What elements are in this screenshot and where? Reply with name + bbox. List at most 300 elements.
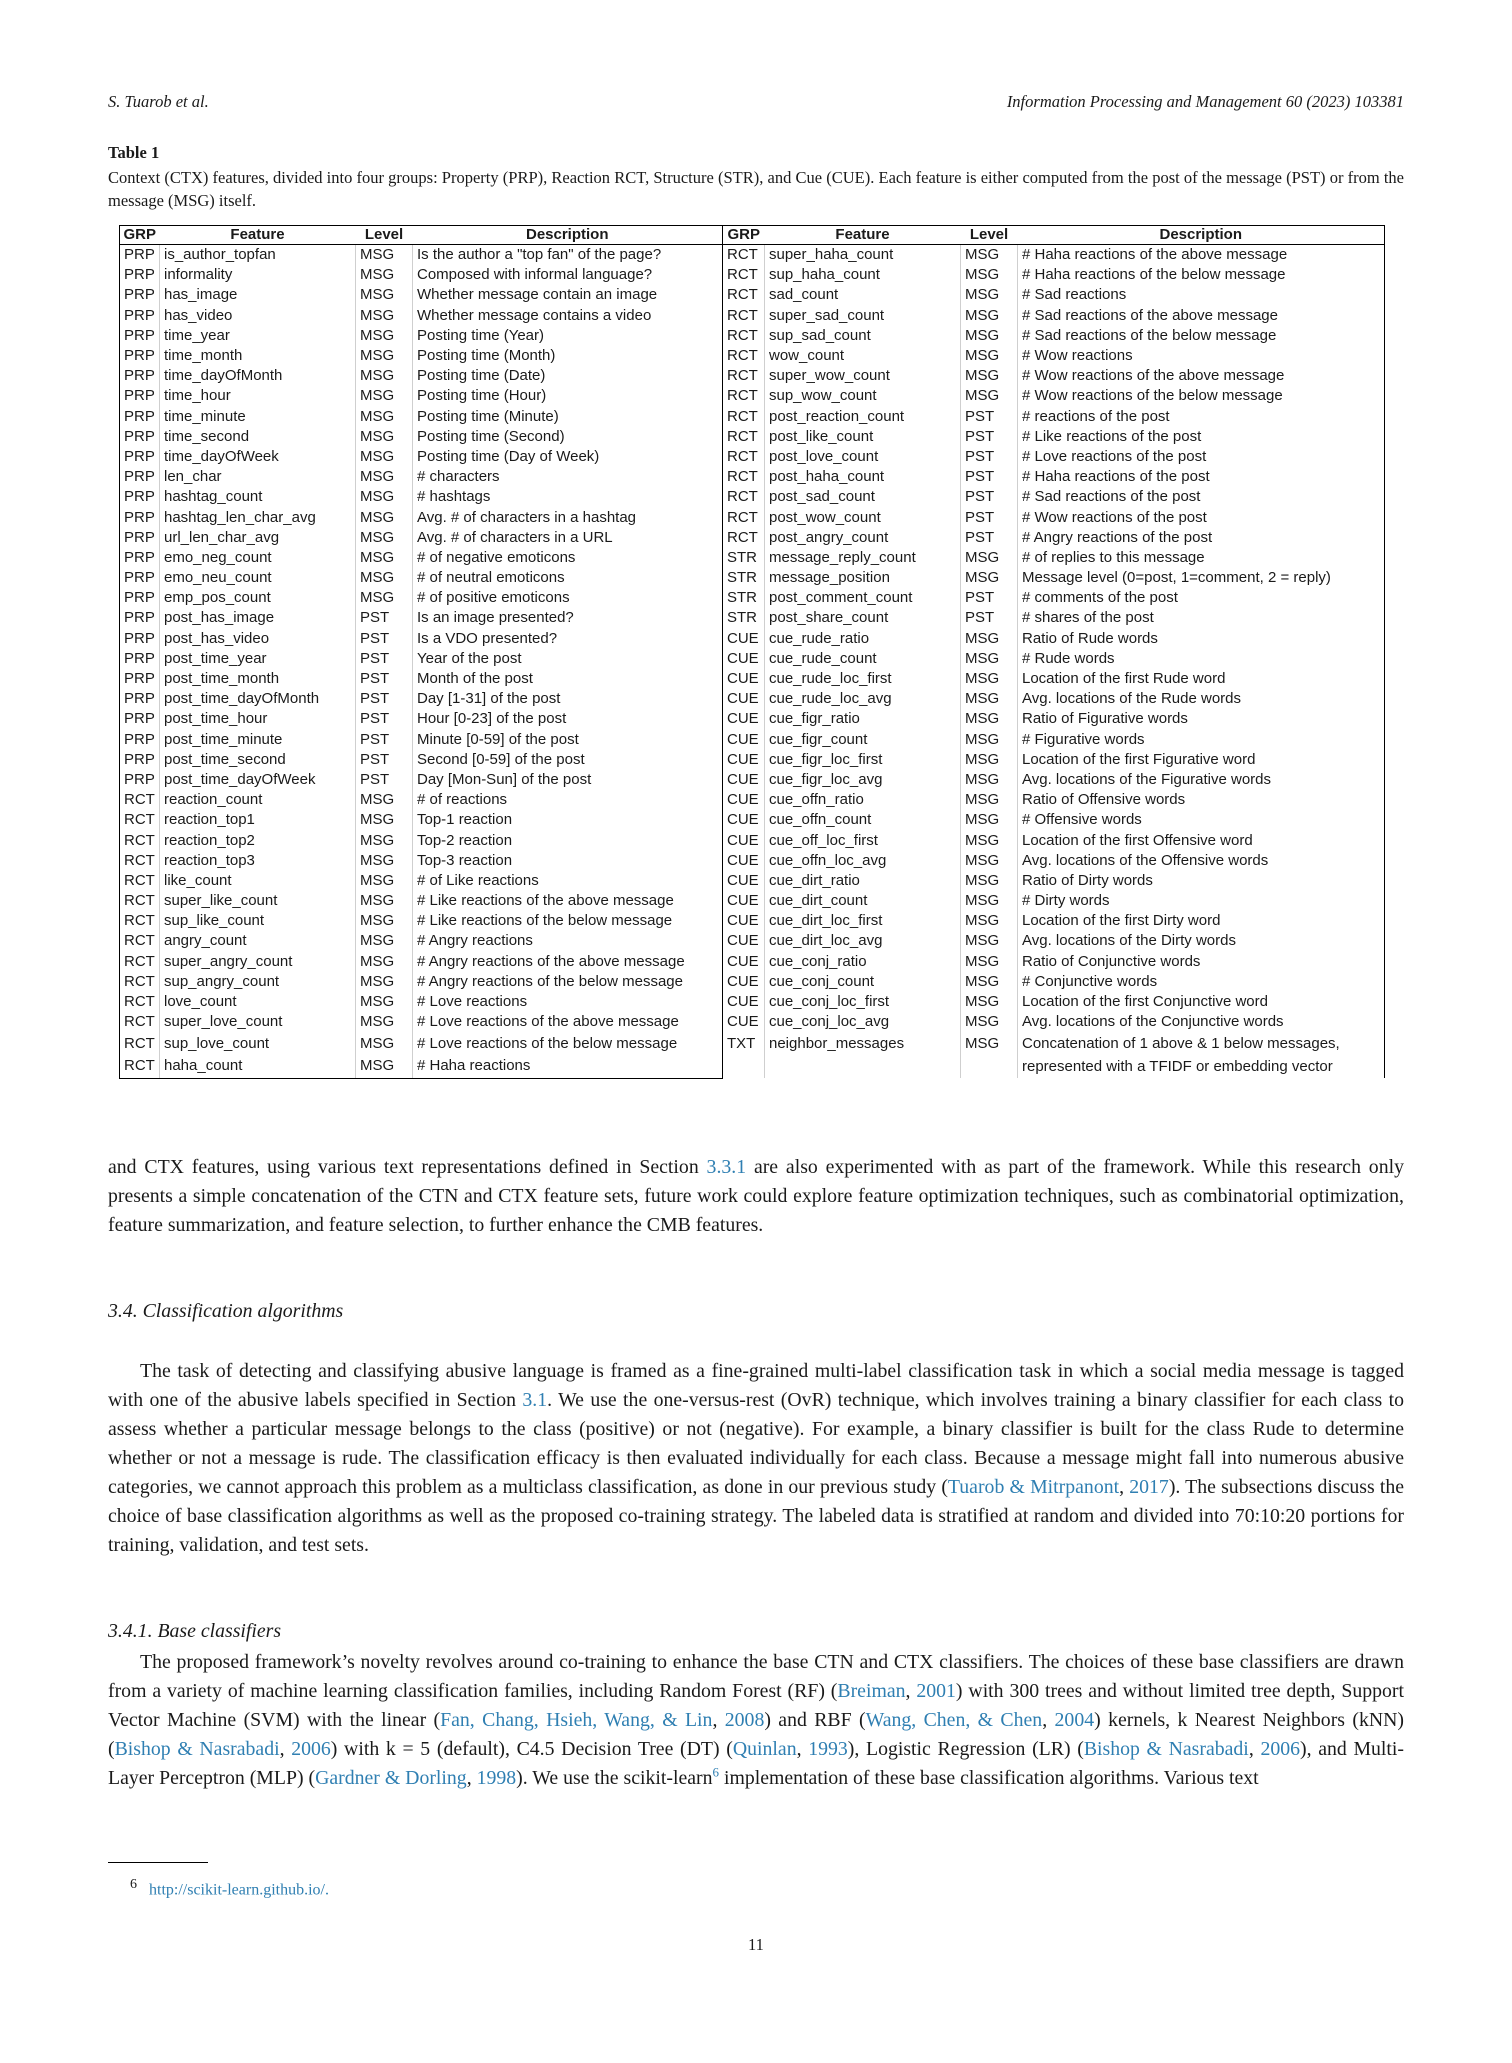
column-header: Feature xyxy=(765,226,961,245)
description-cell: Composed with informal language? xyxy=(413,265,723,285)
grp-cell: RCT xyxy=(120,891,160,911)
footnote-marker[interactable]: 6 xyxy=(712,1764,719,1780)
description-cell: # reactions of the post xyxy=(1018,407,1385,427)
level-cell: PST xyxy=(961,427,1018,447)
grp-cell: PRP xyxy=(120,669,160,689)
level-cell: MSG xyxy=(356,568,413,588)
grp-cell: CUE xyxy=(723,709,765,729)
grp-cell: RCT xyxy=(120,851,160,871)
table-label: Table 1 xyxy=(108,143,160,162)
grp-cell: RCT xyxy=(723,265,765,285)
feature-cell: cue_dirt_loc_first xyxy=(765,911,961,931)
grp-cell: STR xyxy=(723,588,765,608)
grp-cell: PRP xyxy=(120,548,160,568)
grp-cell: RCT xyxy=(120,1055,160,1078)
feature-cell: haha_count xyxy=(160,1055,356,1078)
feature-cell: cue_conj_ratio xyxy=(765,952,961,972)
description-cell: # of neutral emoticons xyxy=(413,568,723,588)
description-cell: Month of the post xyxy=(413,669,723,689)
description-cell: # Sad reactions xyxy=(1018,285,1385,305)
grp-cell: PRP xyxy=(120,326,160,346)
grp-cell: PRP xyxy=(120,770,160,790)
level-cell: PST xyxy=(356,730,413,750)
feature-cell: post_reaction_count xyxy=(765,407,961,427)
table-row xyxy=(120,689,1385,709)
grp-cell: RCT xyxy=(723,528,765,548)
grp-cell: RCT xyxy=(120,931,160,951)
feature-cell: cue_dirt_loc_avg xyxy=(765,931,961,951)
level-cell: PST xyxy=(356,629,413,649)
grp-cell: CUE xyxy=(723,1012,765,1032)
level-cell: MSG xyxy=(356,407,413,427)
feature-cell: post_comment_count xyxy=(765,588,961,608)
table-row xyxy=(120,790,1385,810)
description-cell: Location of the first Figurative word xyxy=(1018,750,1385,770)
level-cell: MSG xyxy=(356,931,413,951)
level-cell: MSG xyxy=(961,346,1018,366)
column-header: Description xyxy=(1018,226,1385,245)
table-row xyxy=(120,568,1385,588)
level-cell: MSG xyxy=(356,952,413,972)
grp-cell: CUE xyxy=(723,629,765,649)
feature-cell: post_haha_count xyxy=(765,467,961,487)
citation-link[interactable]: Fan, Chang, Hsieh, Wang, & Lin xyxy=(440,1709,713,1731)
table-row xyxy=(120,366,1385,386)
table-row xyxy=(120,326,1385,346)
level-cell: PST xyxy=(961,467,1018,487)
description-cell: Avg. # of characters in a hashtag xyxy=(413,507,723,527)
column-header: Level xyxy=(961,226,1018,245)
grp-cell: CUE xyxy=(723,931,765,951)
feature-cell: cue_dirt_count xyxy=(765,891,961,911)
table-row xyxy=(120,507,1385,527)
feature-table-container xyxy=(119,225,1384,1079)
citation-link[interactable]: Breiman xyxy=(837,1680,906,1702)
level-cell: MSG xyxy=(961,931,1018,951)
grp-cell: CUE xyxy=(723,992,765,1012)
table-row xyxy=(120,810,1385,830)
level-cell: PST xyxy=(356,669,413,689)
description-cell: # Wow reactions of the below message xyxy=(1018,386,1385,406)
description-cell: # Angry reactions of the above message xyxy=(413,952,723,972)
feature-cell: angry_count xyxy=(160,931,356,951)
description-cell: # Wow reactions of the above message xyxy=(1018,366,1385,386)
grp-cell: PRP xyxy=(120,306,160,326)
grp-cell: CUE xyxy=(723,649,765,669)
grp-cell: PRP xyxy=(120,750,160,770)
description-cell: Day [Mon-Sun] of the post xyxy=(413,770,723,790)
description-cell: # of negative emoticons xyxy=(413,548,723,568)
description-cell: # Conjunctive words xyxy=(1018,972,1385,992)
level-cell: MSG xyxy=(356,285,413,305)
table-row xyxy=(120,871,1385,891)
table-row xyxy=(120,487,1385,507)
grp-cell: CUE xyxy=(723,851,765,871)
feature-cell: cue_rude_loc_avg xyxy=(765,689,961,709)
level-cell: MSG xyxy=(356,245,413,266)
level-cell: MSG xyxy=(356,427,413,447)
grp-cell: PRP xyxy=(120,709,160,729)
description-cell: # Angry reactions xyxy=(413,931,723,951)
grp-cell: RCT xyxy=(723,467,765,487)
feature-cell: cue_figr_count xyxy=(765,730,961,750)
description-cell: # Angry reactions of the below message xyxy=(413,972,723,992)
feature-cell: cue_figr_loc_avg xyxy=(765,770,961,790)
description-cell: Is an image presented? xyxy=(413,608,723,628)
table-row xyxy=(120,891,1385,911)
table-caption: Context (CTX) features, divided into four groups: Property (PRP), Reaction RCT, Structure (STR), and Cue (CUE). Each feature is either computed from the post of the message (PST) or from the message (MSG) itself. xyxy=(108,168,1404,210)
citation-link[interactable]: Wang, Chen, & Chen xyxy=(865,1709,1043,1731)
grp-cell: PRP xyxy=(120,629,160,649)
grp-cell: RCT xyxy=(723,285,765,305)
level-cell: MSG xyxy=(356,1055,413,1078)
paragraph-cmb-features xyxy=(108,1153,1404,1240)
level-cell: MSG xyxy=(961,992,1018,1012)
citation-link[interactable]: Gardner & Dorling xyxy=(315,1767,467,1789)
level-cell: PST xyxy=(961,528,1018,548)
grp-cell: RCT xyxy=(120,972,160,992)
grp-cell: RCT xyxy=(723,306,765,326)
level-cell: MSG xyxy=(356,588,413,608)
grp-cell: RCT xyxy=(120,871,160,891)
feature-cell: informality xyxy=(160,265,356,285)
description-cell: Is the author a "top fan" of the page? xyxy=(413,245,723,266)
feature-cell: sup_love_count xyxy=(160,1032,356,1055)
feature-cell: cue_offn_ratio xyxy=(765,790,961,810)
grp-cell: PRP xyxy=(120,346,160,366)
grp-cell: RCT xyxy=(120,911,160,931)
column-header: Level xyxy=(356,226,413,245)
citation-link[interactable]: 2017 xyxy=(1129,1476,1169,1498)
feature-cell: post_time_dayOfWeek xyxy=(160,770,356,790)
grp-cell: RCT xyxy=(120,952,160,972)
description-cell: Avg. locations of the Figurative words xyxy=(1018,770,1385,790)
table-row xyxy=(120,386,1385,406)
level-cell: MSG xyxy=(356,306,413,326)
level-cell: MSG xyxy=(961,952,1018,972)
citation-link[interactable]: 2001 xyxy=(916,1680,956,1702)
level-cell: MSG xyxy=(961,750,1018,770)
description-cell: # Haha reactions xyxy=(413,1055,723,1078)
feature-cell: has_video xyxy=(160,306,356,326)
level-cell: MSG xyxy=(961,306,1018,326)
grp-cell: PRP xyxy=(120,467,160,487)
level-cell: MSG xyxy=(961,669,1018,689)
level-cell: PST xyxy=(356,750,413,770)
level-cell: MSG xyxy=(356,528,413,548)
description-cell: # Haha reactions of the post xyxy=(1018,467,1385,487)
description-cell: # Dirty words xyxy=(1018,891,1385,911)
description-cell: Avg. locations of the Dirty words xyxy=(1018,931,1385,951)
description-cell: Top-3 reaction xyxy=(413,851,723,871)
description-cell: # of positive emoticons xyxy=(413,588,723,608)
description-cell: # shares of the post xyxy=(1018,608,1385,628)
table-row xyxy=(120,992,1385,1012)
feature-cell: post_time_second xyxy=(160,750,356,770)
description-cell: Concatenation of 1 above & 1 below messages, represented with a TFIDF or embedding vector xyxy=(1018,1032,1385,1078)
citation-link[interactable]: 3.3.1 xyxy=(706,1156,747,1178)
description-cell: Avg. # of characters in a URL xyxy=(413,528,723,548)
description-cell: # of replies to this message xyxy=(1018,548,1385,568)
level-cell: MSG xyxy=(961,689,1018,709)
grp-cell: RCT xyxy=(723,245,765,266)
level-cell: MSG xyxy=(356,346,413,366)
grp-cell: CUE xyxy=(723,810,765,830)
citation-link[interactable]: Bishop & Nasrabadi xyxy=(1083,1738,1249,1760)
description-cell: Ratio of Rude words xyxy=(1018,629,1385,649)
grp-cell: CUE xyxy=(723,972,765,992)
grp-cell: PRP xyxy=(120,366,160,386)
table-row xyxy=(120,770,1385,790)
grp-cell: STR xyxy=(723,548,765,568)
description-cell: Second [0-59] of the post xyxy=(413,750,723,770)
grp-cell: RCT xyxy=(723,346,765,366)
grp-cell: PRP xyxy=(120,407,160,427)
description-cell: Whether message contains a video xyxy=(413,306,723,326)
level-cell: MSG xyxy=(961,911,1018,931)
description-cell: Hour [0-23] of the post xyxy=(413,709,723,729)
table-row xyxy=(120,528,1385,548)
citation-link[interactable]: 1993 xyxy=(808,1738,848,1760)
description-cell: # hashtags xyxy=(413,487,723,507)
feature-cell: post_time_year xyxy=(160,649,356,669)
grp-cell: RCT xyxy=(723,427,765,447)
feature-cell: post_time_month xyxy=(160,669,356,689)
feature-cell: cue_figr_ratio xyxy=(765,709,961,729)
citation-link[interactable]: 2006 xyxy=(291,1738,331,1760)
description-cell: Ratio of Dirty words xyxy=(1018,871,1385,891)
feature-cell: len_char xyxy=(160,467,356,487)
context-features-table xyxy=(119,225,1385,1079)
level-cell: MSG xyxy=(356,507,413,527)
table-row xyxy=(120,608,1385,628)
column-header: GRP xyxy=(723,226,765,245)
grp-cell: TXT xyxy=(723,1032,765,1078)
feature-cell: cue_rude_count xyxy=(765,649,961,669)
description-cell: # Love reactions of the below message xyxy=(413,1032,723,1055)
level-cell: MSG xyxy=(356,851,413,871)
feature-cell: post_time_minute xyxy=(160,730,356,750)
description-cell: Ratio of Offensive words xyxy=(1018,790,1385,810)
grp-cell: RCT xyxy=(120,810,160,830)
description-cell: Posting time (Minute) xyxy=(413,407,723,427)
level-cell: MSG xyxy=(961,265,1018,285)
description-cell: # Like reactions of the below message xyxy=(413,911,723,931)
description-cell: Avg. locations of the Conjunctive words xyxy=(1018,1012,1385,1032)
table-row xyxy=(120,427,1385,447)
feature-cell: post_like_count xyxy=(765,427,961,447)
subsection-heading: 3.4.1. Base classifiers xyxy=(108,1620,282,1642)
table-row xyxy=(120,588,1385,608)
feature-cell: message_position xyxy=(765,568,961,588)
level-cell: PST xyxy=(961,447,1018,467)
table-body xyxy=(120,245,1385,1079)
level-cell: MSG xyxy=(961,285,1018,305)
level-cell: MSG xyxy=(961,871,1018,891)
level-cell: PST xyxy=(356,770,413,790)
feature-cell: time_hour xyxy=(160,386,356,406)
table-row xyxy=(120,750,1385,770)
description-cell: Day [1-31] of the post xyxy=(413,689,723,709)
grp-cell: RCT xyxy=(723,447,765,467)
table-row xyxy=(120,548,1385,568)
description-cell: # Love reactions of the post xyxy=(1018,447,1385,467)
feature-cell: time_dayOfWeek xyxy=(160,447,356,467)
grp-cell: CUE xyxy=(723,911,765,931)
level-cell: MSG xyxy=(961,891,1018,911)
page-number: 11 xyxy=(748,1935,764,1954)
description-cell: Year of the post xyxy=(413,649,723,669)
text-run: and CTX features, using various text representations defined in Section 3.3.1 are also experimented with as part of the framework. While this research only presents a simple concatenation of the CTN and CTX feature sets, future work could explore feature optimization techniques, such as combinatorial optimization, feature summarization, and feature selection, to further enhance the CMB features. xyxy=(108,1156,1404,1236)
running-head-authors: S. Tuarob et al. xyxy=(108,92,209,111)
level-cell: MSG xyxy=(356,487,413,507)
grp-cell: STR xyxy=(723,568,765,588)
level-cell: MSG xyxy=(356,830,413,850)
footnote xyxy=(130,1877,329,1899)
level-cell: MSG xyxy=(356,911,413,931)
description-cell: Top-2 reaction xyxy=(413,830,723,850)
text-run: The task of detecting and classifying abusive language is framed as a fine-grained multi-label classification task in which a social media message is tagged with one of the abusive labels specified in Section 3.1. We use the one-versus-rest (OvR) technique, which involves training a binary classifier for each class to assess whether a particular message belongs to the class (positive) or not (negative). For example, a binary classifier is built for the class Rude to determine whether or not a message is rude. The classification efficacy is then evaluated individually for each class. Because a message might fall into numerous abusive categories, we cannot approach this problem as a multiclass classification, as done in our previous study (Tuarob & Mitrpanont, 2017). The subsections discuss the choice of base classification algorithms as well as the proposed co-training strategy. The labeled data is stratified at random and divided into 70:10:20 portions for training, validation, and test sets. xyxy=(108,1360,1405,1556)
level-cell: MSG xyxy=(961,851,1018,871)
grp-cell: CUE xyxy=(723,790,765,810)
level-cell: PST xyxy=(961,608,1018,628)
description-cell: # Haha reactions of the above message xyxy=(1018,245,1385,266)
feature-cell: post_share_count xyxy=(765,608,961,628)
level-cell: MSG xyxy=(356,992,413,1012)
description-cell: Avg. locations of the Rude words xyxy=(1018,689,1385,709)
feature-cell: super_wow_count xyxy=(765,366,961,386)
feature-cell: wow_count xyxy=(765,346,961,366)
table-row xyxy=(120,730,1385,750)
level-cell: MSG xyxy=(961,709,1018,729)
level-cell: MSG xyxy=(961,548,1018,568)
table-row xyxy=(120,911,1385,931)
feature-cell: emo_neu_count xyxy=(160,568,356,588)
feature-cell: sup_sad_count xyxy=(765,326,961,346)
grp-cell: PRP xyxy=(120,608,160,628)
feature-cell: cue_conj_loc_avg xyxy=(765,1012,961,1032)
feature-cell: post_time_hour xyxy=(160,709,356,729)
citation-link[interactable]: 2008 xyxy=(724,1709,765,1731)
feature-cell: post_love_count xyxy=(765,447,961,467)
table-row xyxy=(120,669,1385,689)
citation-link[interactable]: Bishop & Nasrabadi xyxy=(114,1738,280,1760)
table-row xyxy=(120,972,1385,992)
description-cell: Location of the first Rude word xyxy=(1018,669,1385,689)
level-cell: MSG xyxy=(356,891,413,911)
grp-cell: RCT xyxy=(120,992,160,1012)
description-cell: # Angry reactions of the post xyxy=(1018,528,1385,548)
table-row xyxy=(120,285,1385,305)
grp-cell: RCT xyxy=(120,790,160,810)
feature-cell: reaction_count xyxy=(160,790,356,810)
description-cell: # characters xyxy=(413,467,723,487)
level-cell: MSG xyxy=(961,649,1018,669)
grp-cell: PRP xyxy=(120,649,160,669)
grp-cell: CUE xyxy=(723,669,765,689)
description-cell: Whether message contain an image xyxy=(413,285,723,305)
description-cell: Avg. locations of the Offensive words xyxy=(1018,851,1385,871)
feature-cell: sup_angry_count xyxy=(160,972,356,992)
description-cell: Ratio of Figurative words xyxy=(1018,709,1385,729)
grp-cell: PRP xyxy=(120,588,160,608)
footnote-link[interactable]: http://scikit-learn.github.io/. xyxy=(149,1881,329,1899)
description-cell: Location of the first Offensive word xyxy=(1018,830,1385,850)
table-row xyxy=(120,407,1385,427)
grp-cell: CUE xyxy=(723,750,765,770)
feature-cell: reaction_top2 xyxy=(160,830,356,850)
level-cell: MSG xyxy=(961,730,1018,750)
running-head-journal: Information Processing and Management 60 (2023) 103381 xyxy=(1006,92,1404,111)
feature-cell: message_reply_count xyxy=(765,548,961,568)
description-cell: # of reactions xyxy=(413,790,723,810)
description-cell: # Sad reactions of the above message xyxy=(1018,306,1385,326)
level-cell: MSG xyxy=(356,1032,413,1055)
level-cell: MSG xyxy=(961,1012,1018,1032)
description-cell: Is a VDO presented? xyxy=(413,629,723,649)
description-cell: # Figurative words xyxy=(1018,730,1385,750)
feature-cell: super_haha_count xyxy=(765,245,961,266)
description-cell: Posting time (Second) xyxy=(413,427,723,447)
grp-cell: PRP xyxy=(120,689,160,709)
grp-cell: PRP xyxy=(120,427,160,447)
grp-cell: CUE xyxy=(723,830,765,850)
level-cell: MSG xyxy=(961,972,1018,992)
citation-link[interactable]: 2004 xyxy=(1054,1709,1095,1731)
level-cell: MSG xyxy=(356,326,413,346)
level-cell: MSG xyxy=(961,386,1018,406)
feature-cell: post_angry_count xyxy=(765,528,961,548)
feature-cell: sup_like_count xyxy=(160,911,356,931)
feature-cell: time_dayOfMonth xyxy=(160,366,356,386)
citation-link[interactable]: 3.1 xyxy=(522,1389,548,1411)
level-cell: MSG xyxy=(356,265,413,285)
description-cell: # Haha reactions of the below message xyxy=(1018,265,1385,285)
description-cell: # comments of the post xyxy=(1018,588,1385,608)
feature-cell: time_minute xyxy=(160,407,356,427)
citation-link[interactable]: 1998 xyxy=(476,1767,517,1789)
citation-link[interactable]: Tuarob & Mitrpanont xyxy=(947,1476,1120,1498)
feature-cell: super_sad_count xyxy=(765,306,961,326)
level-cell: MSG xyxy=(356,810,413,830)
grp-cell: RCT xyxy=(723,487,765,507)
level-cell: MSG xyxy=(356,366,413,386)
description-cell: # Sad reactions of the post xyxy=(1018,487,1385,507)
feature-cell: neighbor_messages xyxy=(765,1032,961,1078)
grp-cell: PRP xyxy=(120,386,160,406)
level-cell: MSG xyxy=(356,972,413,992)
column-header: Feature xyxy=(160,226,356,245)
paragraph-classification xyxy=(108,1357,1404,1560)
citation-link[interactable]: 2006 xyxy=(1260,1738,1300,1760)
citation-link[interactable]: Quinlan xyxy=(732,1738,797,1760)
grp-cell: STR xyxy=(723,608,765,628)
level-cell: MSG xyxy=(961,830,1018,850)
grp-cell: CUE xyxy=(723,770,765,790)
feature-cell: emo_neg_count xyxy=(160,548,356,568)
description-cell: # Wow reactions of the post xyxy=(1018,507,1385,527)
section-heading: 3.4. Classification algorithms xyxy=(108,1300,344,1322)
feature-cell: sup_wow_count xyxy=(765,386,961,406)
description-cell: # Sad reactions of the below message xyxy=(1018,326,1385,346)
level-cell: MSG xyxy=(961,366,1018,386)
table-row xyxy=(120,830,1385,850)
table-row xyxy=(120,467,1385,487)
table-row xyxy=(120,952,1385,972)
feature-cell: cue_rude_ratio xyxy=(765,629,961,649)
grp-cell: CUE xyxy=(723,730,765,750)
feature-cell: sad_count xyxy=(765,285,961,305)
